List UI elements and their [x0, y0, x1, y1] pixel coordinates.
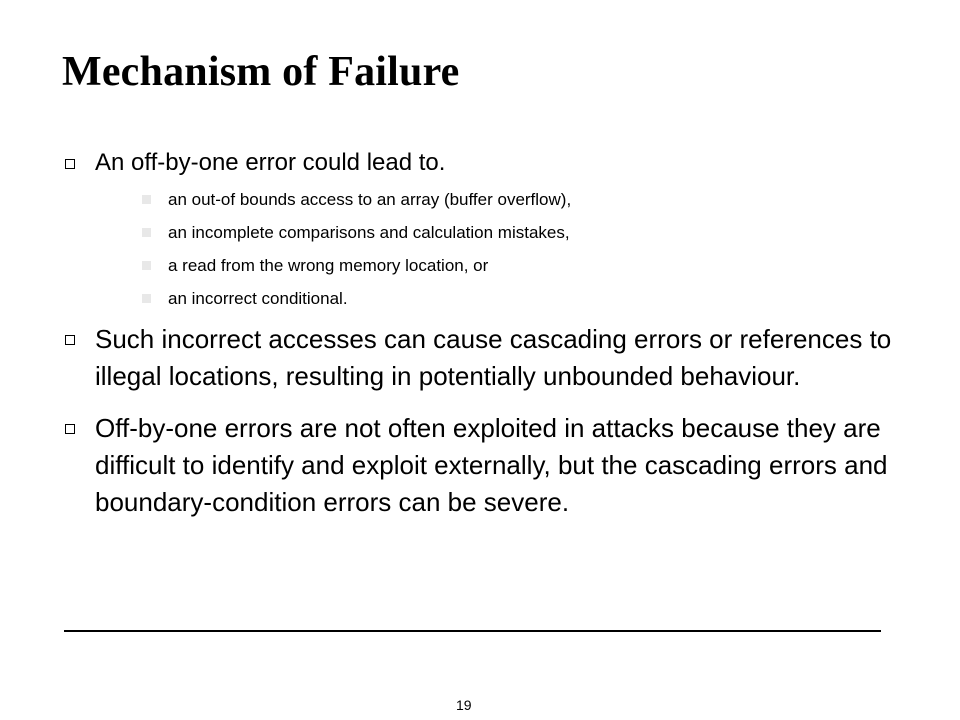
slide-content: [62, 146, 892, 521]
bullet-cascading-errors: [62, 321, 892, 395]
bullet-text: An off-by-one error could lead to.: [95, 149, 446, 176]
square-bullet-icon: [142, 195, 151, 204]
sub-bullet-item: [95, 183, 892, 216]
bullet-text: Such incorrect accesses can cause cascading errors or references to illegal locations, resulting in potentially unbounded behaviour.: [95, 324, 892, 391]
square-bullet-icon: [142, 228, 151, 237]
slide-title: Mechanism of Failure: [62, 49, 460, 95]
sub-bullet-text: an incomplete comparisons and calculation mistakes,: [168, 223, 570, 242]
sub-bullet-text: an out-of bounds access to an array (buffer overflow),: [168, 190, 572, 209]
sub-bullet-text: an incorrect conditional.: [168, 289, 348, 308]
square-bullet-icon: [142, 294, 151, 303]
bullet-exploitation: [62, 410, 892, 521]
bullet-off-by-one: [62, 146, 892, 315]
footer-divider: [64, 630, 881, 632]
hollow-square-bullet-icon: [65, 424, 75, 434]
sub-bullet-list: [95, 183, 892, 315]
sub-bullet-item: [95, 282, 892, 315]
sub-bullet-text: a read from the wrong memory location, or: [168, 256, 489, 275]
hollow-square-bullet-icon: [65, 159, 75, 169]
bullet-text: Off-by-one errors are not often exploited in attacks because they are difficult to identify and exploit externally, but the cascading errors and boundary-condition errors can be severe.: [95, 413, 888, 517]
sub-bullet-item: [95, 216, 892, 249]
hollow-square-bullet-icon: [65, 335, 75, 345]
square-bullet-icon: [142, 261, 151, 270]
page-number: 19: [456, 697, 472, 713]
sub-bullet-item: [95, 249, 892, 282]
